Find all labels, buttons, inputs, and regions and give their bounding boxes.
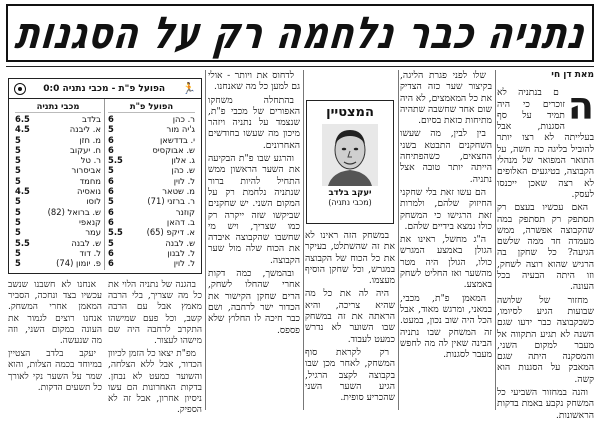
lineup-box [8, 78, 202, 274]
player-name: ח. יעקוב [70, 144, 101, 155]
player-rating: 6 [108, 258, 114, 269]
player-name: מחמד [79, 175, 101, 186]
article-paragraph: יעקב בלדב הצטיין במיוחד בכמה הצלות, והוא שמר על השער נקי לאורך כל תשעים הדקות. [8, 349, 102, 393]
player-name: ש. לבנה [165, 237, 195, 248]
player-rating: 5 [108, 124, 114, 135]
player-rating: 5 [108, 165, 114, 176]
player-row [15, 258, 101, 268]
lineup-title: הפועל פ"ת - מכבי נתניה 0:0 [43, 83, 166, 94]
player-rating: 5 [15, 175, 21, 186]
player-name: ר. ברזני (71) [147, 196, 195, 207]
player-name: לוסו [86, 196, 101, 207]
article-paragraph: המאמן פ"ת, מכבי, במאני, ומרגש מאוד, אבל הכל היה שוב נכון, במעט. זה המשחק שבו נתניה הבינה שאין לה מה לחפש מעבר לסגנות. [400, 292, 492, 361]
headline-text: נתניה כבר נלחמה רק על הסגנות [12, 7, 588, 59]
player-row [15, 196, 101, 206]
player-name: מ. שטאר [162, 186, 195, 197]
player-name: ש. לבנה [71, 237, 101, 248]
article-paragraph: בהגנה של נתניה הלוי את כל מה שצריך, בלי הרבה מאמץ אבל עם הרבה קשב, וכל פעם שמישהו התקרב לרחבה היה שם מישהו לעצור. [108, 280, 202, 347]
player-row [108, 114, 195, 124]
bottom-article-column [8, 280, 102, 410]
article-column-3 [305, 230, 395, 410]
player-name: ג'יה מור [166, 124, 195, 135]
headline-banner [6, 4, 594, 62]
player-rating: 6 [108, 175, 114, 186]
article-paragraph: והנה במחזור השביעי כל המשחק נקבע באמת בדקות הראשונות. [497, 387, 594, 421]
player-rating: 6 [108, 114, 114, 124]
article-column-2 [400, 70, 492, 410]
player-name: ל. לוין [173, 175, 195, 186]
player-rating: 5.5 [15, 237, 30, 248]
bottom-article-column [108, 280, 202, 416]
headline-rule [6, 66, 594, 67]
player-row [15, 207, 101, 217]
player-row [108, 176, 195, 186]
player-rating: 5 [108, 196, 114, 207]
column-divider [205, 70, 206, 410]
player-row [108, 227, 195, 237]
player-row [15, 114, 101, 124]
article-paragraph: שלו לפני פגרת הליגה, בקיצור שער כזה הצדיק את כל המאמצים, לא היה שום אחד שחשבה שתהיה מתיחות כזאת בסיום. [400, 70, 492, 127]
player-row [15, 155, 101, 165]
article-paragraph: מפ"ת יצאו כל הזמן לכיוון הכדור, אבל ללא הצלחה, והשוער כמעט לא נבחן. בדקות האחרונות הם עשו ניסיון אחרון, אבל זה לא הספיק. [108, 349, 202, 416]
player-row [15, 238, 101, 248]
player-row [15, 124, 101, 134]
article-column-1 [497, 70, 594, 421]
player-row [15, 135, 101, 145]
player-rating: 6 [108, 186, 114, 197]
column-divider [398, 70, 399, 410]
player-name: קוזנר [175, 206, 195, 217]
team-name: מכבי נתניה [15, 101, 101, 113]
player-name: אביסרור [71, 165, 101, 176]
article-paragraph: הם עשו זאת בלי שחקני החיזוק שלהם, ולמרות זאת הרגישו כי המשחק כולו נמצא בידיים שלהם. [400, 186, 492, 232]
player-row [108, 135, 195, 145]
star-player-team: (מכבי נתניה) [328, 198, 372, 207]
player-rating: 4.5 [15, 124, 30, 135]
article-paragraph: והרגע שבו פ"ת הבקיעה את השער הראשון ממש התחיל להיות ברור שנתניה נלחמת רק על המקום השני. יש שחקנים שביקשו שזה ייקרה רק כמו שצריך, ויש מי שחשבו שהקבוצה איבדה את הכוח שלה מול שער הקבוצה. [208, 153, 300, 266]
player-rating: 5 [15, 227, 21, 238]
star-player-box [306, 100, 394, 224]
player-name: ש. ברואל (82) [47, 206, 101, 217]
soccer-ball-icon [14, 83, 26, 95]
player-name: ג. אלון [171, 155, 195, 166]
article-paragraph: מחזור של שלושה שבועות הגיע לסיומו, כשבקבוצה כבר ידעו שגם השנה לא תגיע התקווה אל מעבר למקום השני, והמסקנה היתה שגם המאבק על הסגנות הוא קשה. [497, 294, 594, 385]
player-row [15, 176, 101, 186]
column-divider [495, 70, 496, 410]
player-name: י. בדדשאן [160, 134, 195, 145]
player-name: קנאפי [79, 216, 101, 227]
player-name: ש. כהן [171, 165, 195, 176]
player-name: א. ליבנה [69, 124, 101, 135]
lineup-teams [9, 99, 201, 270]
player-row [108, 207, 195, 217]
lineup-header [9, 79, 201, 99]
player-row [15, 186, 101, 196]
article-paragraph: ה"ג מחשל, ראינו את הגולן באמצע המגרש כולו, הגולן היה מטר מהשער ואז החליט לשחק באמצע. [400, 234, 492, 291]
player-name: ש. אבוקסיס [152, 144, 195, 155]
player-rating: 6 [108, 247, 114, 258]
drop-cap: ה [567, 84, 594, 129]
player-rating: 5.5 [108, 155, 123, 166]
player-rating: 5 [15, 144, 21, 155]
player-rating: 5 [15, 247, 21, 258]
player-rating: 5 [15, 216, 21, 227]
player-rating: 5 [15, 134, 21, 145]
column-divider [303, 70, 304, 410]
player-row [108, 145, 195, 155]
player-rating: 5 [15, 196, 21, 207]
player-row [108, 124, 195, 134]
player-row [108, 186, 195, 196]
player-rating: 4.5 [15, 186, 30, 197]
article-paragraph: ובהמשך, כמה דקות אחרי שהחלו לשחק, הרים שחקן הקישור את הכדור ישר לרחבה, ושם כבר חיכה לו החלוץ שלא פספס. [208, 268, 300, 336]
player-name: ל. דוד [79, 247, 101, 258]
player-name: ל. לוין [173, 258, 195, 269]
player-rating: 6 [108, 134, 114, 145]
player-row [108, 155, 195, 165]
player-portrait-icon [322, 124, 378, 186]
player-name: ר. טל [80, 155, 101, 166]
player-rating: 6 [108, 144, 114, 155]
byline: מאת דן חי [551, 70, 594, 80]
player-rating: 5 [15, 258, 21, 269]
player-name: ב. דהאן [166, 216, 195, 227]
player-rating: 6.5 [15, 114, 30, 124]
player-row [15, 165, 101, 175]
player-row [108, 217, 195, 227]
team-away [12, 99, 105, 270]
bottom-article [8, 280, 202, 416]
player-row [15, 227, 101, 237]
player-rating: 6 [108, 216, 114, 227]
player-name: ר. כהן [172, 114, 195, 124]
player-name: פ. יומון (74) [56, 258, 101, 269]
runner-icon: 🏃 [182, 82, 196, 95]
article-paragraph: רק לקראת סוף המשחק, לאחר מכן שבו בקבוצה לקצב הרגיל, הגיע השער השני שהכריע סופית. [305, 346, 395, 404]
article-paragraph: ם בנתניה לא זוכרים כי היה תמיד על סף הסגנות, אבל בעלייתה לא רצו יותר להוביל בליגה כה חשה, על התואר המפואר של מנהלי הקבוצה, בטיגעים האלופים לא רצה שאכן ייכנסו לעסק. [497, 87, 594, 200]
player-rating: 6 [108, 206, 114, 217]
article-paragraph: אנחנו לא חשבנו שנשב עכשיו בצד ונחכה, הסביר המאמן אחרי המשחק. אנחנו רוצים לגמור את העונה במקום השני, וזה מה שנעשה. [8, 280, 102, 347]
player-rating: 5.5 [108, 227, 123, 238]
player-row [108, 248, 195, 258]
player-rating: 5 [108, 237, 114, 248]
player-name: נואסיה [76, 186, 101, 197]
player-row [15, 248, 101, 258]
player-row [108, 238, 195, 248]
player-name: בלדב [81, 114, 101, 124]
player-name: עמר [85, 227, 101, 238]
player-rating: 5 [15, 155, 21, 166]
player-row [108, 258, 195, 268]
player-row [15, 145, 101, 155]
team-name: הפועל פ"ת [108, 101, 195, 113]
player-name: א. דיקפ (65) [146, 227, 195, 238]
player-row [108, 196, 195, 206]
player-rating: 5 [15, 165, 21, 176]
article-paragraph: בהתחלה משחקו האפורים של מכבי פ"ת, שנצמד על נתניה ויזהר מיכון מה שעשו בחודשים האחרונים. [208, 94, 300, 151]
article-column-4 [208, 70, 300, 410]
article-paragraph: במשחק הזה ראינו לא את זה שהשתלט, בעיקר את כל הכוח של הקבוצה במגרש, וכל שחקן הוסיף מעצמו. [305, 230, 395, 287]
player-name: מ. חזן [79, 134, 101, 145]
player-row [108, 165, 195, 175]
team-home [105, 99, 198, 270]
article-paragraph: לדחוס את ויותר - אולי גם למען כל מה שאנחנו. [208, 70, 300, 93]
star-player-title: המצטיין [326, 105, 374, 120]
player-rating: 5 [15, 206, 21, 217]
article-paragraph: האם עכשיו בעצם רק תסתפק רק תסתפק במה שהקבוצה אפשרה, ממש מעמדה חד ממה שלשם הגיעה? כל שחקן בה הרגיש שהוא רוצה לשחק, וזו היתה הבעיה בכל העונה. [497, 202, 594, 293]
article-paragraph: בין לבין, מה שעשו השחקנים התבטא בשני החצאים, כשהפתיחה הייתה יותר טובה אצל נתניה. [400, 128, 492, 185]
player-name: ל. לבנון [167, 247, 195, 258]
player-row [15, 217, 101, 227]
star-player-name: יעקב בלדב [328, 188, 372, 198]
article-paragraph: היה לה את כל מה שהיא צריכה, והיא הראתה את זה במשחק שבו השוער לא נדרש כמעט לעבוד. [305, 288, 395, 345]
